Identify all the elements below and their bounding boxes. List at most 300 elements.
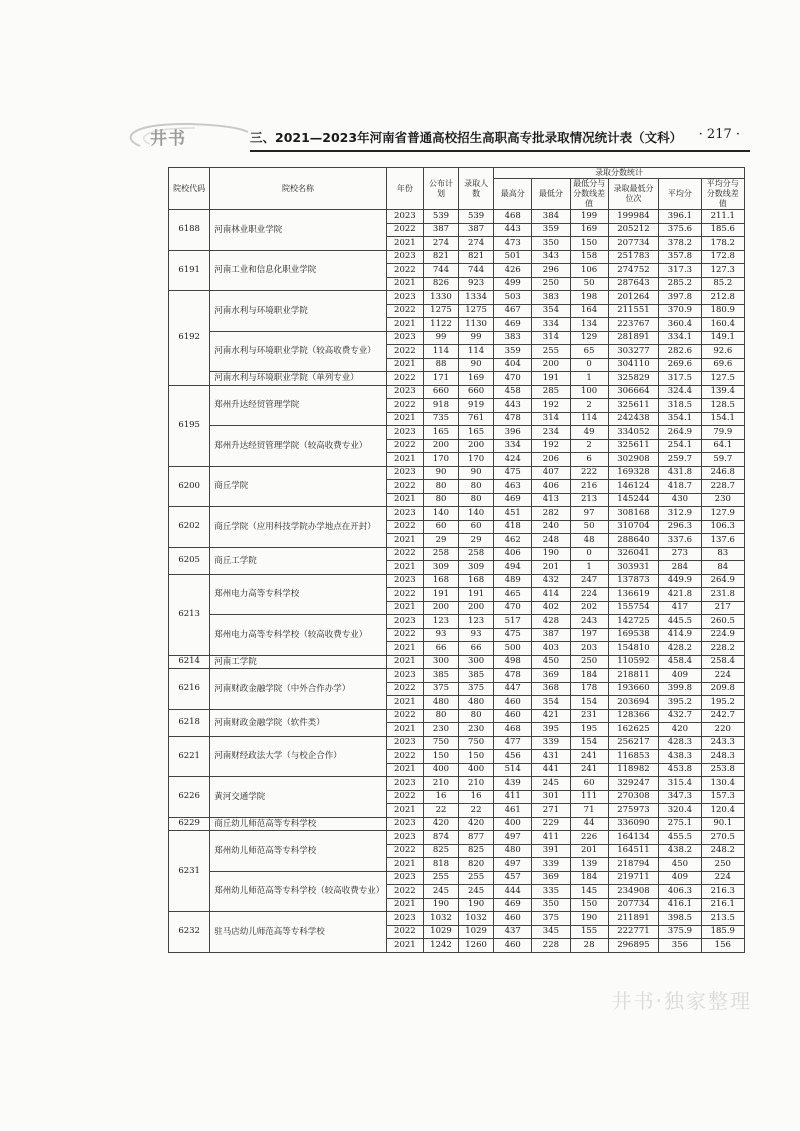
avg-score-cell: 417 — [659, 601, 701, 615]
max-score-cell: 456 — [494, 750, 532, 764]
min-rank-cell: 326041 — [608, 547, 659, 561]
admitted-cell: 1334 — [459, 291, 494, 305]
avg-score-cell: 347.3 — [659, 790, 701, 804]
watermark: 井书·独家整理 — [611, 989, 752, 1013]
admitted-cell: 140 — [459, 507, 494, 521]
min-diff-cell: 0 — [570, 547, 608, 561]
admitted-cell: 169 — [459, 372, 494, 386]
min-diff-cell: 150 — [570, 898, 608, 912]
min-diff-cell: 44 — [570, 817, 608, 831]
admitted-cell: 820 — [459, 858, 494, 872]
school-name-cell: 河南财政金融学院（中外合作办学） — [210, 669, 387, 710]
avg-diff-cell: 178.2 — [701, 237, 744, 251]
min-score-cell: 271 — [532, 804, 570, 818]
min-rank-cell: 169328 — [608, 466, 659, 480]
table-row — [169, 331, 745, 345]
min-diff-cell: 60 — [570, 777, 608, 791]
plan-cell: 1122 — [423, 318, 458, 332]
admitted-cell: 230 — [459, 723, 494, 737]
min-score-cell: 432 — [532, 574, 570, 588]
min-score-cell: 296 — [532, 264, 570, 278]
year-cell: 2023 — [386, 871, 423, 885]
school-code-cell: 6214 — [169, 655, 210, 669]
max-score-cell: 443 — [494, 223, 532, 237]
plan-cell: 16 — [423, 790, 458, 804]
max-score-cell: 460 — [494, 939, 532, 953]
min-diff-cell: 155 — [570, 925, 608, 939]
admitted-cell: 191 — [459, 588, 494, 602]
admitted-cell: 539 — [459, 210, 494, 224]
avg-diff-cell: 228.7 — [701, 480, 744, 494]
min-diff-cell: 164 — [570, 304, 608, 318]
max-score-cell: 458 — [494, 385, 532, 399]
min-diff-cell: 213 — [570, 493, 608, 507]
year-cell: 2022 — [386, 750, 423, 764]
plan-cell: 750 — [423, 736, 458, 750]
admitted-cell: 480 — [459, 696, 494, 710]
min-rank-cell: 110592 — [608, 655, 659, 669]
table-row — [169, 385, 745, 399]
min-rank-cell: 275973 — [608, 804, 659, 818]
min-rank-cell: 308168 — [608, 507, 659, 521]
min-diff-cell: 199 — [570, 210, 608, 224]
avg-score-cell: 324.4 — [659, 385, 701, 399]
admitted-cell: 245 — [459, 885, 494, 899]
avg-diff-cell: 224 — [701, 871, 744, 885]
year-cell: 2021 — [386, 763, 423, 777]
min-rank-cell: 137873 — [608, 574, 659, 588]
min-rank-cell: 169538 — [608, 628, 659, 642]
admitted-cell: 385 — [459, 669, 494, 683]
plan-cell: 1032 — [423, 912, 458, 926]
max-score-cell: 500 — [494, 642, 532, 656]
min-score-cell: 391 — [532, 844, 570, 858]
avg-diff-cell: 213.5 — [701, 912, 744, 926]
min-rank-cell: 155754 — [608, 601, 659, 615]
min-rank-cell: 306664 — [608, 385, 659, 399]
avg-score-cell: 428.3 — [659, 736, 701, 750]
avg-diff-cell: 128.5 — [701, 399, 744, 413]
max-score-cell: 411 — [494, 790, 532, 804]
school-name-cell: 郑州电力高等专科学校（较高收费专业） — [210, 615, 387, 656]
admitted-cell: 821 — [459, 250, 494, 264]
min-score-cell: 368 — [532, 682, 570, 696]
admitted-cell: 200 — [459, 601, 494, 615]
school-name-cell: 黄河交通学院 — [210, 777, 387, 818]
avg-score-cell: 318.5 — [659, 399, 701, 413]
brand-logo: 井书 — [150, 129, 186, 149]
min-diff-cell: 150 — [570, 237, 608, 251]
max-score-cell: 437 — [494, 925, 532, 939]
min-diff-cell: 2 — [570, 439, 608, 453]
max-score-cell: 470 — [494, 601, 532, 615]
min-rank-cell: 222771 — [608, 925, 659, 939]
plan-cell: 170 — [423, 453, 458, 467]
year-cell: 2022 — [386, 547, 423, 561]
admission-table-container — [168, 167, 745, 953]
min-score-cell: 250 — [532, 277, 570, 291]
min-score-cell: 369 — [532, 871, 570, 885]
min-diff-cell: 100 — [570, 385, 608, 399]
admitted-cell: 400 — [459, 763, 494, 777]
plan-cell: 29 — [423, 534, 458, 548]
admitted-cell: 255 — [459, 871, 494, 885]
min-score-cell: 345 — [532, 925, 570, 939]
page-title: 三、2021—2023年河南省普通高校招生高职高专批录取情况统计表（文科） — [250, 130, 683, 145]
min-rank-cell: 234908 — [608, 885, 659, 899]
min-diff-cell: 49 — [570, 426, 608, 440]
year-cell: 2021 — [386, 453, 423, 467]
admitted-cell: 60 — [459, 520, 494, 534]
year-cell: 2021 — [386, 642, 423, 656]
page-number: · 217 · — [698, 127, 740, 142]
min-rank-cell: 211891 — [608, 912, 659, 926]
year-cell: 2022 — [386, 682, 423, 696]
avg-score-cell: 370.9 — [659, 304, 701, 318]
school-name-cell: 驻马店幼儿师范高等专科学校 — [210, 912, 387, 953]
admitted-cell: 123 — [459, 615, 494, 629]
admitted-cell: 750 — [459, 736, 494, 750]
avg-score-cell: 453.8 — [659, 763, 701, 777]
admitted-cell: 1275 — [459, 304, 494, 318]
avg-diff-cell: 185.6 — [701, 223, 744, 237]
avg-score-cell: 416.1 — [659, 898, 701, 912]
avg-score-cell: 375.9 — [659, 925, 701, 939]
avg-score-cell: 418.7 — [659, 480, 701, 494]
min-rank-cell: 270308 — [608, 790, 659, 804]
min-score-cell: 450 — [532, 655, 570, 669]
table-row — [169, 736, 745, 750]
plan-cell: 165 — [423, 426, 458, 440]
admitted-cell: 90 — [459, 358, 494, 372]
admitted-cell: 375 — [459, 682, 494, 696]
admitted-cell: 258 — [459, 547, 494, 561]
max-score-cell: 461 — [494, 804, 532, 818]
table-row — [169, 709, 745, 723]
min-diff-cell: 216 — [570, 480, 608, 494]
avg-score-cell: 320.4 — [659, 804, 701, 818]
max-score-cell: 406 — [494, 547, 532, 561]
avg-score-cell: 284 — [659, 561, 701, 575]
year-cell: 2023 — [386, 331, 423, 345]
min-rank-cell: 199984 — [608, 210, 659, 224]
min-score-cell: 229 — [532, 817, 570, 831]
min-rank-cell: 281891 — [608, 331, 659, 345]
min-rank-cell: 242438 — [608, 412, 659, 426]
max-score-cell: 426 — [494, 264, 532, 278]
table-row — [169, 871, 745, 885]
min-score-cell: 414 — [532, 588, 570, 602]
plan-cell: 258 — [423, 547, 458, 561]
plan-cell: 874 — [423, 831, 458, 845]
admitted-cell: 93 — [459, 628, 494, 642]
avg-diff-cell: 258.4 — [701, 655, 744, 669]
min-diff-cell: 0 — [570, 358, 608, 372]
avg-score-cell: 399.8 — [659, 682, 701, 696]
admitted-cell: 825 — [459, 844, 494, 858]
min-diff-cell: 65 — [570, 345, 608, 359]
plan-cell: 99 — [423, 331, 458, 345]
min-score-cell: 240 — [532, 520, 570, 534]
min-rank-cell: 205212 — [608, 223, 659, 237]
school-code-cell: 6221 — [169, 736, 210, 777]
max-score-cell: 443 — [494, 399, 532, 413]
avg-diff-cell: 242.7 — [701, 709, 744, 723]
admitted-cell: 190 — [459, 898, 494, 912]
min-rank-cell: 325611 — [608, 439, 659, 453]
plan-cell: 90 — [423, 466, 458, 480]
year-cell: 2021 — [386, 534, 423, 548]
year-cell: 2022 — [386, 790, 423, 804]
school-name-cell: 河南工学院 — [210, 655, 387, 669]
min-rank-cell: 296895 — [608, 939, 659, 953]
avg-score-cell: 312.9 — [659, 507, 701, 521]
min-diff-cell: 224 — [570, 588, 608, 602]
min-rank-cell: 145244 — [608, 493, 659, 507]
table-row — [169, 655, 745, 669]
avg-score-cell: 445.5 — [659, 615, 701, 629]
year-cell: 2022 — [386, 264, 423, 278]
avg-diff-cell: 253.8 — [701, 763, 744, 777]
plan-cell: 168 — [423, 574, 458, 588]
min-diff-cell: 106 — [570, 264, 608, 278]
year-cell: 2021 — [386, 318, 423, 332]
avg-diff-cell: 120.4 — [701, 804, 744, 818]
plan-cell: 375 — [423, 682, 458, 696]
avg-diff-cell: 264.9 — [701, 574, 744, 588]
plan-cell: 114 — [423, 345, 458, 359]
max-score-cell: 497 — [494, 858, 532, 872]
min-diff-cell: 114 — [570, 412, 608, 426]
admitted-cell: 22 — [459, 804, 494, 818]
min-rank-cell: 128366 — [608, 709, 659, 723]
min-score-cell: 191 — [532, 372, 570, 386]
min-rank-cell: 325611 — [608, 399, 659, 413]
min-score-cell: 354 — [532, 696, 570, 710]
min-diff-cell: 6 — [570, 453, 608, 467]
min-rank-cell: 136619 — [608, 588, 659, 602]
plan-cell: 80 — [423, 480, 458, 494]
admitted-cell: 168 — [459, 574, 494, 588]
min-rank-cell: 218794 — [608, 858, 659, 872]
table-body — [169, 210, 745, 953]
max-score-cell: 468 — [494, 723, 532, 737]
min-score-cell: 350 — [532, 237, 570, 251]
avg-diff-cell: 228.2 — [701, 642, 744, 656]
min-rank-cell: 329247 — [608, 777, 659, 791]
min-rank-cell: 334052 — [608, 426, 659, 440]
avg-score-cell: 438.2 — [659, 844, 701, 858]
plan-cell: 123 — [423, 615, 458, 629]
min-diff-cell: 1 — [570, 561, 608, 575]
avg-score-cell: 396.1 — [659, 210, 701, 224]
avg-score-cell: 357.8 — [659, 250, 701, 264]
avg-score-cell: 356 — [659, 939, 701, 953]
min-rank-cell: 287643 — [608, 277, 659, 291]
plan-cell: 660 — [423, 385, 458, 399]
plan-cell: 744 — [423, 264, 458, 278]
avg-diff-cell: 90.1 — [701, 817, 744, 831]
avg-score-cell: 428.2 — [659, 642, 701, 656]
year-cell: 2021 — [386, 696, 423, 710]
plan-cell: 400 — [423, 763, 458, 777]
school-code-cell: 6213 — [169, 574, 210, 655]
min-rank-cell: 116853 — [608, 750, 659, 764]
max-score-cell: 359 — [494, 345, 532, 359]
avg-diff-cell: 195.2 — [701, 696, 744, 710]
max-score-cell: 460 — [494, 912, 532, 926]
min-rank-cell: 288640 — [608, 534, 659, 548]
avg-diff-cell: 92.6 — [701, 345, 744, 359]
plan-cell: 88 — [423, 358, 458, 372]
avg-diff-cell: 224.9 — [701, 628, 744, 642]
min-score-cell: 402 — [532, 601, 570, 615]
max-score-cell: 469 — [494, 318, 532, 332]
avg-diff-cell: 230 — [701, 493, 744, 507]
max-score-cell: 475 — [494, 466, 532, 480]
min-diff-cell: 97 — [570, 507, 608, 521]
min-rank-cell: 336090 — [608, 817, 659, 831]
min-rank-cell: 201264 — [608, 291, 659, 305]
year-cell: 2023 — [386, 291, 423, 305]
avg-score-cell: 414.9 — [659, 628, 701, 642]
avg-score-cell: 431.8 — [659, 466, 701, 480]
min-diff-cell: 178 — [570, 682, 608, 696]
admitted-cell: 274 — [459, 237, 494, 251]
school-code-cell: 6218 — [169, 709, 210, 736]
min-diff-cell: 50 — [570, 277, 608, 291]
avg-score-cell: 317.5 — [659, 372, 701, 386]
school-code-cell: 6232 — [169, 912, 210, 953]
min-rank-cell: 207734 — [608, 898, 659, 912]
school-name-cell: 河南财经政法大学（与校企合作） — [210, 736, 387, 777]
year-cell: 2021 — [386, 655, 423, 669]
year-cell: 2023 — [386, 426, 423, 440]
table-row — [169, 574, 745, 588]
year-cell: 2021 — [386, 277, 423, 291]
avg-diff-cell: 160.4 — [701, 318, 744, 332]
min-score-cell: 285 — [532, 385, 570, 399]
school-name-cell: 河南水利与环境职业学院 — [210, 291, 387, 332]
col-header-min-rank: 录取最低分位次 — [608, 179, 659, 210]
max-score-cell: 447 — [494, 682, 532, 696]
min-rank-cell: 142725 — [608, 615, 659, 629]
min-score-cell: 421 — [532, 709, 570, 723]
plan-cell: 1029 — [423, 925, 458, 939]
min-score-cell: 407 — [532, 466, 570, 480]
min-diff-cell: 158 — [570, 250, 608, 264]
school-name-cell: 河南财政金融学院（软件类） — [210, 709, 387, 736]
min-rank-cell: 146124 — [608, 480, 659, 494]
school-name-cell: 郑州电力高等专科学校 — [210, 574, 387, 615]
avg-diff-cell: 217 — [701, 601, 744, 615]
min-diff-cell: 139 — [570, 858, 608, 872]
year-cell: 2021 — [386, 493, 423, 507]
plan-cell: 918 — [423, 399, 458, 413]
year-cell: 2022 — [386, 223, 423, 237]
min-score-cell: 383 — [532, 291, 570, 305]
avg-diff-cell: 69.6 — [701, 358, 744, 372]
admitted-cell: 877 — [459, 831, 494, 845]
max-score-cell: 478 — [494, 669, 532, 683]
table-row — [169, 615, 745, 629]
plan-cell: 420 — [423, 817, 458, 831]
admitted-cell: 919 — [459, 399, 494, 413]
avg-diff-cell: 260.5 — [701, 615, 744, 629]
year-cell: 2021 — [386, 358, 423, 372]
plan-cell: 66 — [423, 642, 458, 656]
header-row-1 — [169, 168, 745, 179]
plan-cell: 171 — [423, 372, 458, 386]
min-diff-cell: 198 — [570, 291, 608, 305]
col-header-min: 最低分 — [532, 179, 570, 210]
school-name-cell: 商丘学院 — [210, 466, 387, 507]
year-cell: 2021 — [386, 804, 423, 818]
avg-score-cell: 296.3 — [659, 520, 701, 534]
school-name-cell: 商丘工学院 — [210, 547, 387, 574]
min-score-cell: 339 — [532, 736, 570, 750]
min-score-cell: 335 — [532, 885, 570, 899]
admitted-cell: 29 — [459, 534, 494, 548]
col-header-code: 院校代码 — [169, 168, 210, 210]
min-score-cell: 192 — [532, 439, 570, 453]
avg-score-cell: 438.3 — [659, 750, 701, 764]
plan-cell: 255 — [423, 871, 458, 885]
min-rank-cell: 274752 — [608, 264, 659, 278]
school-name-cell: 河南工业和信息化职业学院 — [210, 250, 387, 291]
min-diff-cell: 231 — [570, 709, 608, 723]
max-score-cell: 457 — [494, 871, 532, 885]
min-score-cell: 343 — [532, 250, 570, 264]
min-score-cell: 395 — [532, 723, 570, 737]
admitted-cell: 80 — [459, 709, 494, 723]
year-cell: 2023 — [386, 507, 423, 521]
max-score-cell: 477 — [494, 736, 532, 750]
min-diff-cell: 197 — [570, 628, 608, 642]
min-rank-cell: 218811 — [608, 669, 659, 683]
avg-score-cell: 420 — [659, 723, 701, 737]
avg-diff-cell: 211.1 — [701, 210, 744, 224]
max-score-cell: 404 — [494, 358, 532, 372]
admitted-cell: 66 — [459, 642, 494, 656]
year-cell: 2023 — [386, 466, 423, 480]
plan-cell: 735 — [423, 412, 458, 426]
year-cell: 2023 — [386, 669, 423, 683]
table-row — [169, 669, 745, 683]
year-cell: 2021 — [386, 561, 423, 575]
avg-score-cell: 455.5 — [659, 831, 701, 845]
min-diff-cell: 154 — [570, 696, 608, 710]
min-diff-cell: 50 — [570, 520, 608, 534]
admission-table — [168, 167, 745, 953]
school-code-cell: 6231 — [169, 831, 210, 912]
max-score-cell: 460 — [494, 709, 532, 723]
min-score-cell: 375 — [532, 912, 570, 926]
max-score-cell: 460 — [494, 696, 532, 710]
avg-diff-cell: 216.1 — [701, 898, 744, 912]
admitted-cell: 420 — [459, 817, 494, 831]
min-diff-cell: 111 — [570, 790, 608, 804]
plan-cell: 1275 — [423, 304, 458, 318]
school-code-cell: 6229 — [169, 817, 210, 831]
min-diff-cell: 247 — [570, 574, 608, 588]
plan-cell: 821 — [423, 250, 458, 264]
school-code-cell: 6226 — [169, 777, 210, 818]
plan-cell: 309 — [423, 561, 458, 575]
school-code-cell: 6205 — [169, 547, 210, 574]
min-score-cell: 234 — [532, 426, 570, 440]
avg-diff-cell: 270.5 — [701, 831, 744, 845]
